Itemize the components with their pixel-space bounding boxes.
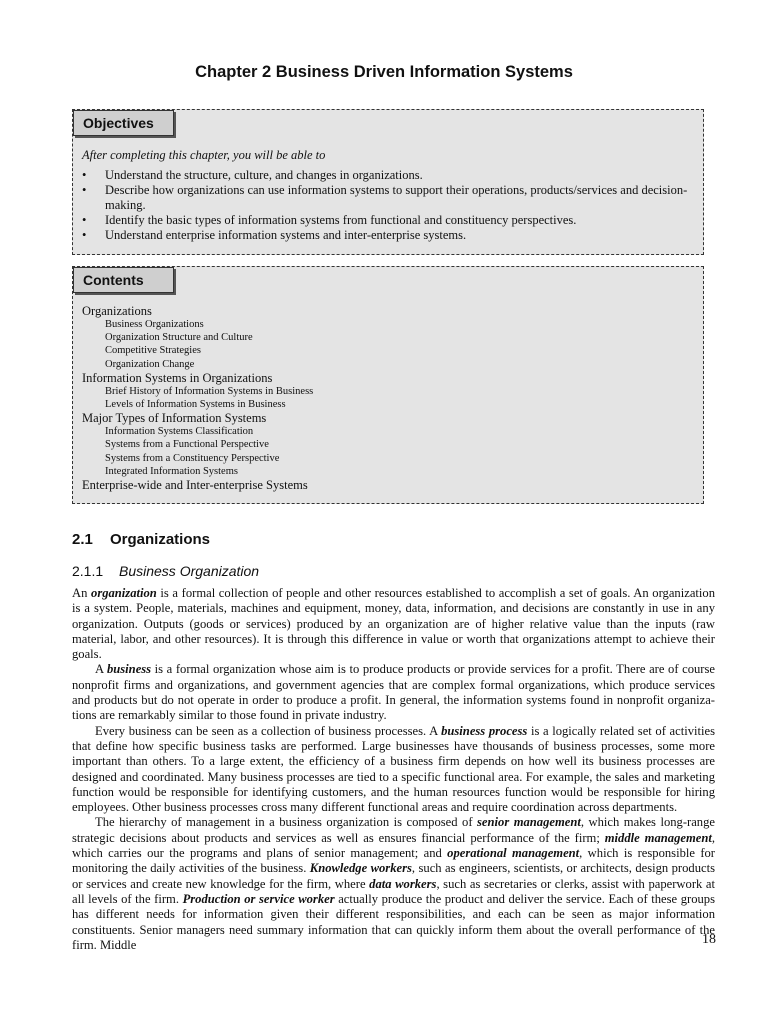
toc-section: Major Types of Information Systems [82, 411, 267, 426]
key-term: organization [91, 586, 157, 600]
contents-heading: Contents [73, 267, 174, 293]
key-term: Production or service worker [182, 891, 335, 906]
text-run: is a logically related set of activities that define how specific business tasks are performed. Large businesses have thousands of business processes, some more important than others. To a large extent, the efficiency of a business firm depends on how well its business processes are designed and coordinated. Many business processes are tied to a specific functional area. For example, the sales and marketing function would be responsible for identifying customers, and the human resources function would be responsible for hiring employees. Other business processes cross many different functional areas and require coordination across departments. [72, 723, 716, 815]
toc-section: Information Systems in Organizations [82, 370, 273, 385]
text-run: , such as engineers, scientists, or architects, design products or services and create new knowledge for the firm, where [72, 861, 716, 891]
subsection-title: Business Organization [119, 563, 260, 579]
key-term: business process [441, 723, 528, 738]
objective-item: • Describe how organizations can use information systems to support their operations, products/services and decision-making. [82, 183, 694, 213]
objectives-intro: After completing this chapter, you will be able to [82, 148, 326, 162]
toc-subsection: Systems from a Functional Perspective [105, 439, 269, 451]
text-run: , which is responsible for monitoring the daily activities of the business. [72, 846, 716, 876]
objectives-box [72, 109, 704, 255]
toc-section: Organizations [82, 304, 152, 318]
toc-subsection: Business Organizations [105, 319, 204, 330]
paragraph [72, 662, 715, 723]
paragraph [72, 724, 715, 816]
text-run: The hierarchy of management in a business organization is composed of [95, 815, 478, 830]
objective-item: • Identify the basic types of information systems from functional and constituency perspectives. [82, 213, 694, 228]
toc-section: Enterprise-wide and Inter-enterprise Systems [82, 478, 308, 493]
objective-item: • Understand enterprise information systems and inter-enterprise systems. [82, 228, 694, 243]
toc-subsection: Integrated Information Systems [105, 465, 238, 477]
key-term: business [106, 662, 152, 677]
toc-subsection: Organization Change [105, 358, 195, 370]
toc-subsection: Systems from a Constituency Perspective [105, 452, 280, 464]
key-term: data workers [369, 876, 437, 891]
text-run: , such as secretaries or clerks, assist with paperwork at all levels of the firm. [72, 876, 715, 906]
body-text [72, 586, 715, 953]
key-term: Knowledge workers [309, 861, 412, 876]
section-heading [72, 531, 210, 548]
text-run: is a formal organization whose aim is to produce products or provide services for a profit. There are of course nonprofit firms and organizations, and government agencies that are complex formal organizations, which produce services and products but do not operate in order to produce a profit. In general, the information systems found in nonprofit organiza-tions are remarkably similar to those found in private industry. [72, 662, 715, 723]
objective-item: • Understand the structure, culture, and changes in organizations. [82, 168, 694, 183]
text-run: actually produce the product and deliver the service. Each of these groups has different needs for information given their different responsibilities, and each can be seen as major information constituents. Senior managers need summary information that can quickly inform them about the overall performance of the firm. Middle [72, 891, 715, 952]
text-run: is a formal collection of people and other resources established to accomplish a set of goals. An organization is a system. People, materials, machines and equipment, money, data, information, and decisions are constantly in use in any organization. Outputs (goods or services) produced by an organization are of higher relative value than the inputs (raw material, labor, and other resources). It is through this difference in value or worth that organizations attempt to achieve their goals. [72, 586, 715, 662]
page-number: 18 [702, 932, 716, 947]
subsection-number: 2.1.1 [72, 563, 104, 579]
objectives-heading: Objectives [73, 110, 174, 136]
key-term: senior management [477, 815, 581, 830]
section-title: Organizations [110, 531, 211, 548]
toc-subsection: Information Systems Classification [105, 426, 254, 438]
section-number: 2.1 [72, 531, 93, 548]
paragraph [72, 586, 715, 662]
text-run: An [72, 586, 92, 600]
table-of-contents [82, 304, 694, 492]
key-term: operational management [447, 846, 580, 861]
text-run: , which carries our the programs and plans of senior management; and [72, 830, 715, 861]
key-term: middle management [604, 830, 712, 845]
text-run: , which makes long-range strategic decisions about products and services as well as ensures financial performance of the firm; [72, 815, 715, 845]
paragraph [72, 815, 715, 953]
toc-subsection: Levels of Information Systems in Business [105, 399, 286, 411]
subsection-heading [72, 563, 259, 579]
objectives-list [82, 168, 694, 243]
toc-subsection: Brief History of Information Systems in Business [105, 385, 314, 397]
contents-box [72, 266, 704, 504]
text-run: A [95, 662, 107, 677]
toc-subsection: Competitive Strategies [105, 345, 201, 357]
text-run: Every business can be seen as a collection of business processes. A [95, 723, 442, 738]
toc-subsection: Organization Structure and Culture [105, 332, 253, 344]
page-title: Chapter 2 Business Driven Information Systems [195, 63, 573, 81]
